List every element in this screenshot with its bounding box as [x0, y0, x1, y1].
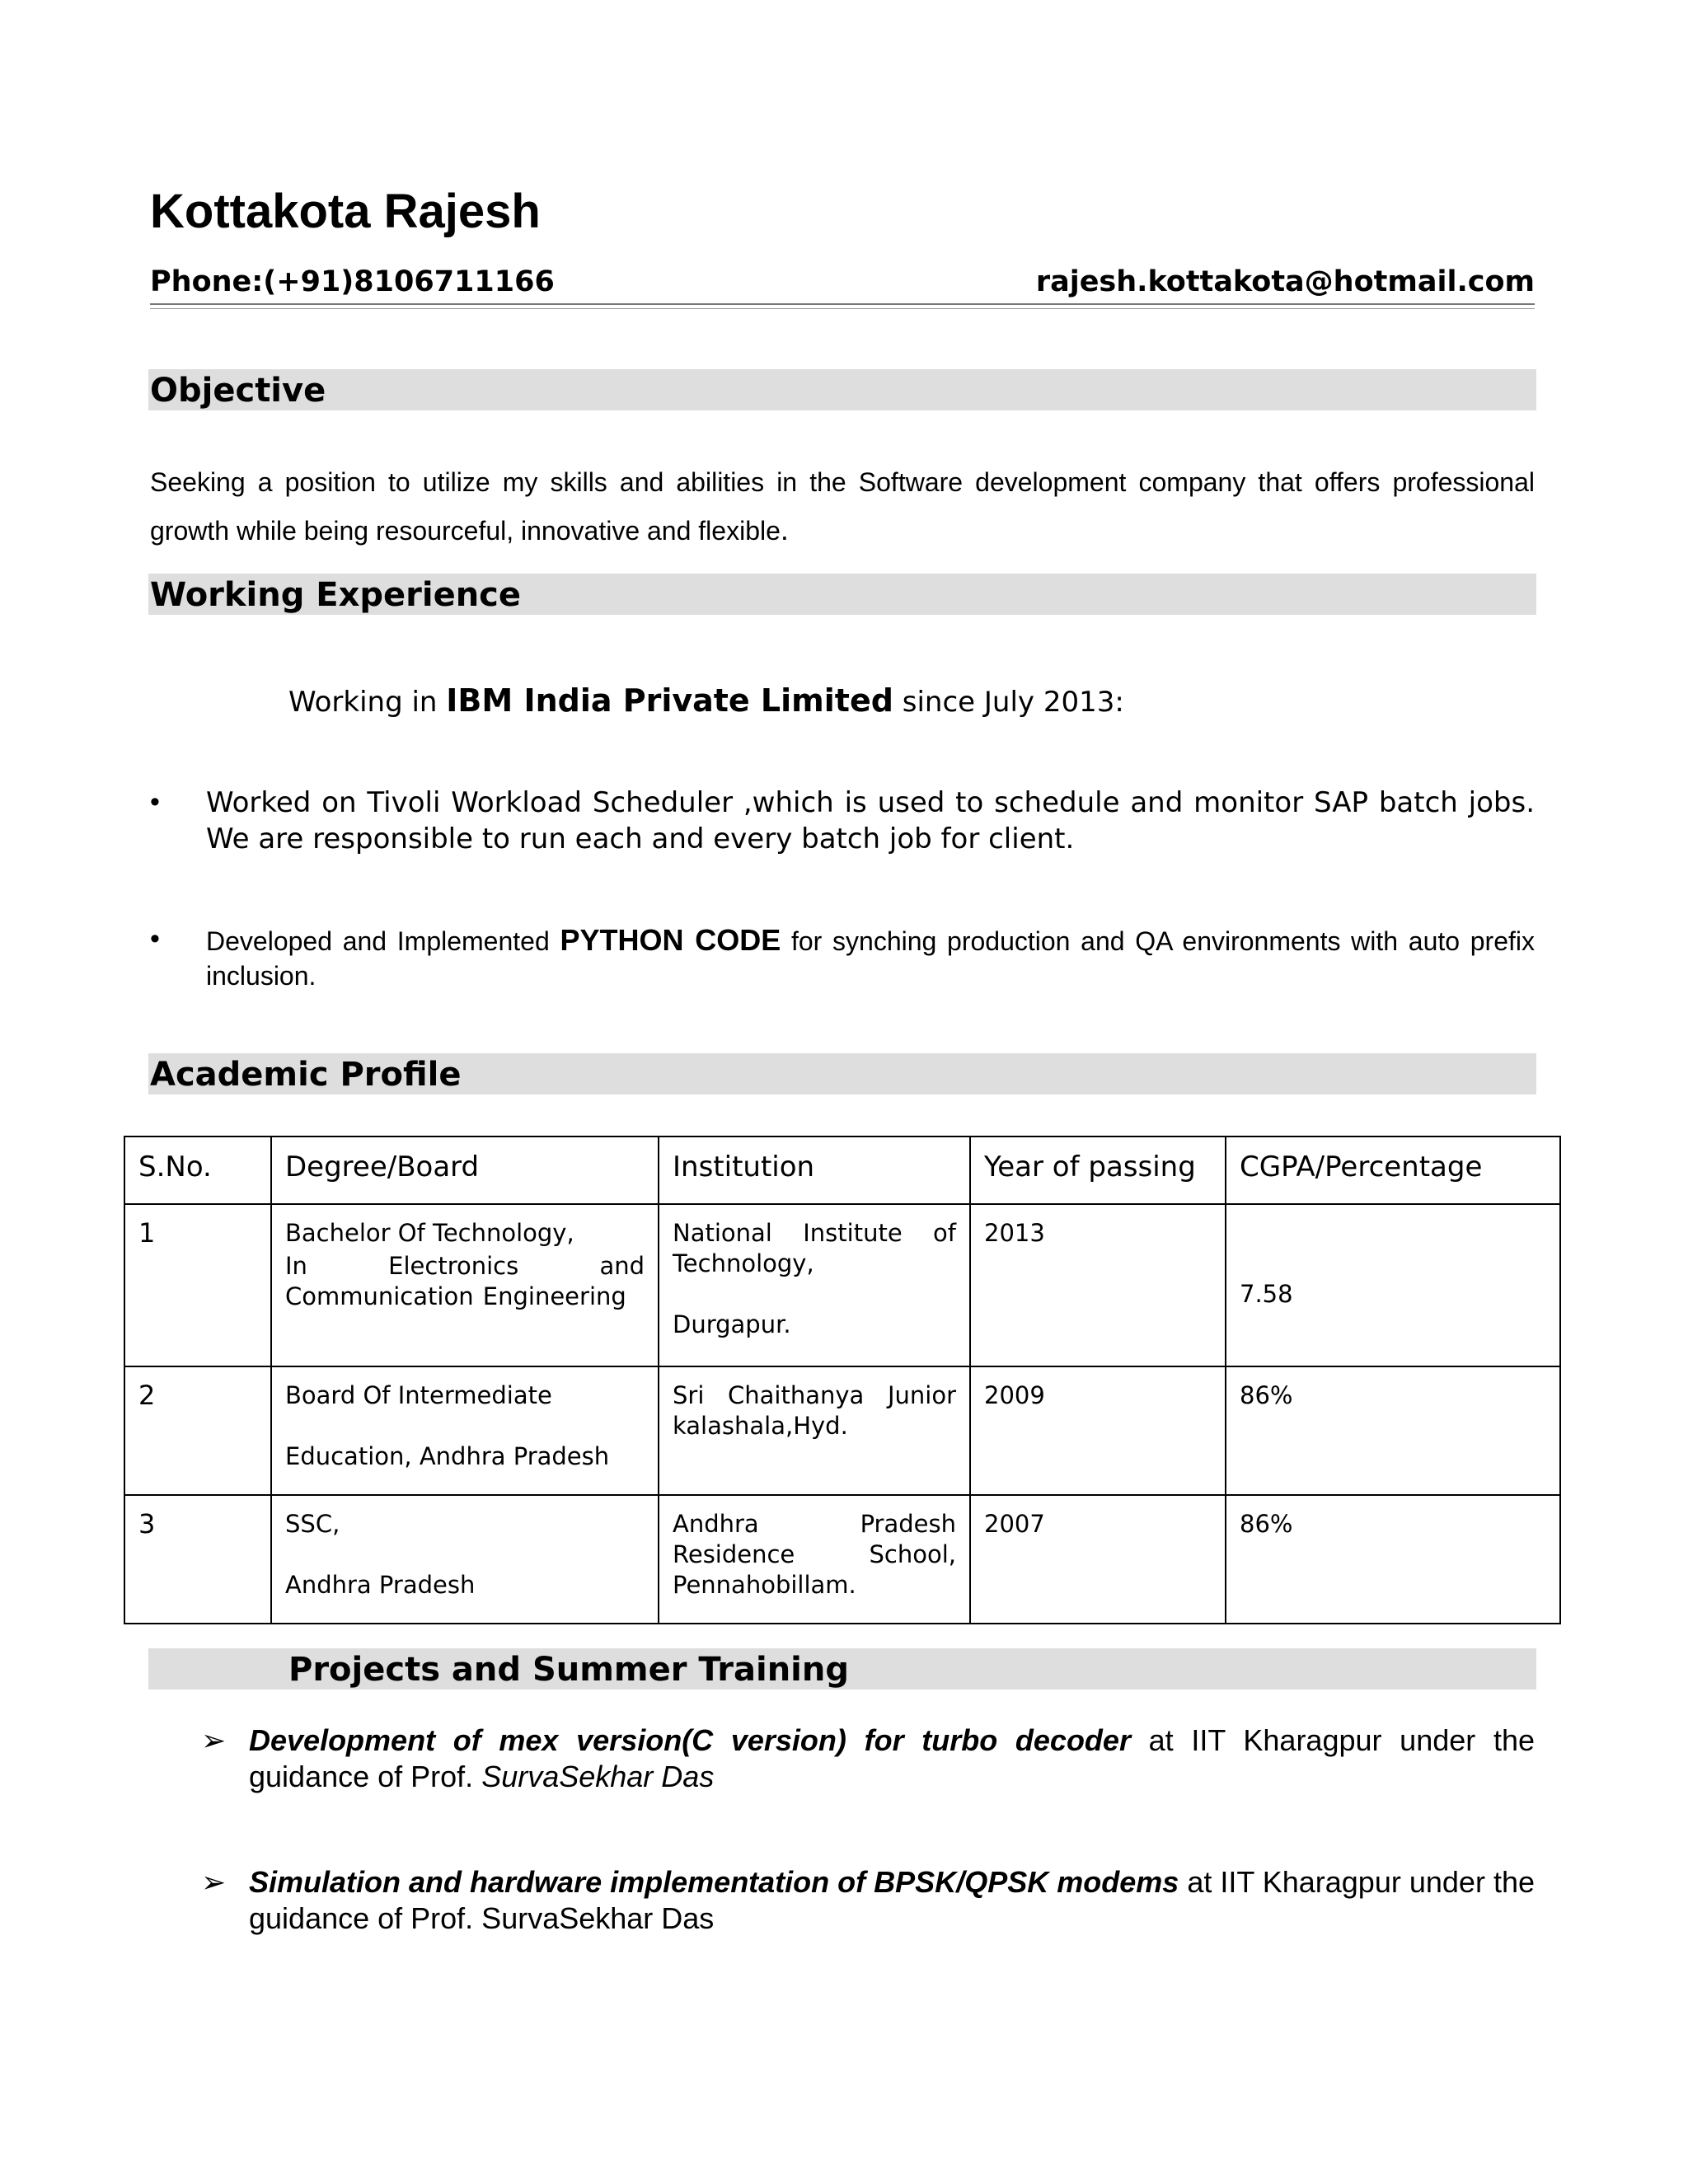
experience-intro-suffix: since July 2013: [893, 686, 1124, 719]
table-cell-year: 2013 [970, 1204, 1226, 1366]
project-detail: at IIT Kharagpur under the guidance of Prof. SurvaSekhar Das [249, 1865, 1535, 1935]
experience-intro [288, 682, 1124, 719]
table-row [124, 1495, 1560, 1624]
objective-text [150, 458, 1535, 555]
degree-line: Bachelor Of Technology, [285, 1219, 574, 1247]
bullet-icon: • [150, 786, 160, 818]
contact-row [150, 265, 1535, 303]
experience-bullet-2 [206, 923, 1535, 993]
score-value: 7.58 [1240, 1280, 1293, 1308]
table-cell-institution [659, 1204, 970, 1366]
table-cell-sno: 2 [124, 1366, 271, 1495]
column-header: Institution [659, 1137, 970, 1204]
project-item-2 [249, 1864, 1535, 1937]
degree-line: Education, Andhra Pradesh [285, 1442, 610, 1470]
bullet-icon: • [150, 923, 160, 954]
objective-heading: Objective [148, 369, 1536, 410]
table-cell-score: 86% [1226, 1366, 1560, 1495]
header-divider-thin [150, 308, 1535, 309]
table-header-row [124, 1137, 1560, 1204]
institution-line: Durgapur. [673, 1310, 791, 1338]
objective-text-main: Seeking a position to utilize my skills and abilities in the Software development company that offers professional growth while being resourceful, innovative and flexible [150, 467, 1535, 546]
table-cell-institution [659, 1495, 970, 1624]
experience-bullet-2-strong: PYTHON CODE [560, 923, 781, 957]
table-cell-degree [271, 1204, 659, 1366]
institution-line: Andhra Pradesh Residence School, Pennahobillam. [673, 1510, 956, 1599]
institution-line: National Institute of Technology, [673, 1219, 956, 1277]
table-cell-year: 2007 [970, 1495, 1226, 1624]
table-cell-score [1226, 1204, 1560, 1366]
table-cell-degree [271, 1495, 659, 1624]
project-title: Development of mex version(C version) for turbo decoder [249, 1723, 1131, 1757]
header-divider [150, 303, 1535, 305]
experience-bullet-1: Worked on Tivoli Workload Scheduler ,which is used to schedule and monitor SAP batch jobs. We are responsible to run each and every batch job for client. [206, 786, 1535, 855]
table-row [124, 1204, 1560, 1366]
project-detail: at IIT Kharagpur under the guidance of Prof. [249, 1723, 1535, 1793]
projects-heading: Projects and Summer Training [148, 1648, 1536, 1690]
column-header: Year of passing [970, 1137, 1226, 1204]
institution-line: Sri Chaithanya Junior kalashala,Hyd. [673, 1381, 956, 1440]
column-header: CGPA/Percentage [1226, 1137, 1560, 1204]
column-header: Degree/Board [271, 1137, 659, 1204]
degree-line: In Electronics and Communication Engineering [285, 1252, 645, 1310]
arrow-bullet-icon: ➢ [201, 1866, 227, 1900]
academic-heading: Academic Profile [148, 1053, 1536, 1094]
arrow-bullet-icon: ➢ [201, 1724, 227, 1758]
table-cell-institution [659, 1366, 970, 1495]
company-name: IBM India Private Limited [446, 682, 893, 719]
project-item-1 [249, 1722, 1535, 1795]
table-cell-year: 2009 [970, 1366, 1226, 1495]
degree-line: SSC, [285, 1510, 340, 1538]
table-row [124, 1366, 1560, 1495]
experience-heading: Working Experience [148, 574, 1536, 615]
table-cell-sno: 1 [124, 1204, 271, 1366]
table-cell-score: 86% [1226, 1495, 1560, 1624]
candidate-name: Kottakota Rajesh [150, 185, 541, 238]
phone-number: Phone:(+91)8106711166 [150, 265, 555, 298]
project-guide: SurvaSekhar Das [481, 1760, 715, 1793]
column-header: S.No. [124, 1137, 271, 1204]
academic-table [124, 1136, 1561, 1624]
project-title: Simulation and hardware implementation of BPSK/QPSK modems [249, 1865, 1179, 1899]
experience-bullet-2-suffix: for synching production and QA environments with auto prefix inclusion. [206, 926, 1536, 991]
degree-line: Andhra Pradesh [285, 1571, 476, 1599]
degree-line: Board Of Intermediate [285, 1381, 552, 1409]
objective-text-end: . [780, 513, 789, 546]
experience-bullet-2-prefix: Developed and Implemented [206, 926, 560, 956]
table-cell-degree [271, 1366, 659, 1495]
email-address: rajesh.kottakota@hotmail.com [1035, 265, 1535, 298]
experience-intro-prefix: Working in [288, 686, 447, 719]
table-cell-sno: 3 [124, 1495, 271, 1624]
